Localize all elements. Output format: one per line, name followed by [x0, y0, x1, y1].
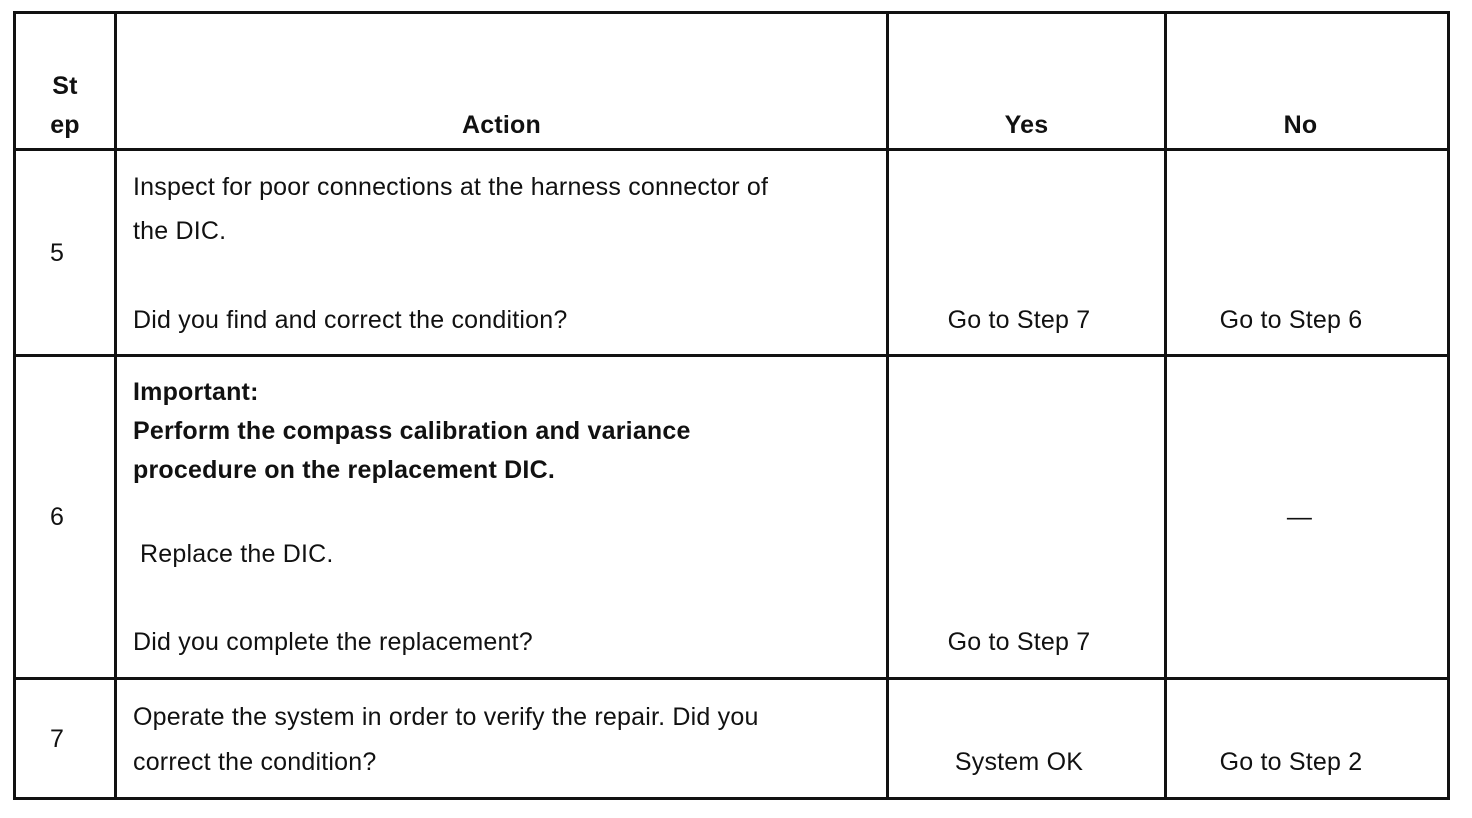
yes-result: System OK: [954, 748, 1084, 776]
row-divider: [13, 677, 1450, 680]
action-text: Operate the system in order to verify the repair. Did you: [133, 703, 759, 731]
no-result: Go to Step 6: [1219, 306, 1363, 334]
step-number: 6: [49, 503, 65, 531]
header-no: No: [1283, 111, 1318, 139]
step-number: 5: [49, 239, 65, 267]
header-step-line2: ep: [50, 111, 80, 139]
important-note: Perform the compass calibration and variance: [133, 417, 691, 445]
header-step-line1: St: [52, 72, 78, 100]
action-text: Replace the DIC.: [140, 540, 334, 568]
yes-result: Go to Step 7: [947, 628, 1091, 656]
yes-result: Go to Step 7: [947, 306, 1091, 334]
row-divider: [13, 148, 1450, 151]
important-note: procedure on the replacement DIC.: [133, 456, 555, 484]
row-divider: [13, 354, 1450, 357]
header-action: Action: [462, 111, 541, 139]
action-text: correct the condition?: [133, 748, 377, 776]
action-question: Did you complete the replacement?: [133, 628, 533, 656]
no-result: Go to Step 2: [1219, 748, 1363, 776]
important-label: Important:: [133, 378, 259, 406]
no-result-dash: —: [1286, 503, 1313, 531]
action-question: Did you find and correct the condition?: [133, 306, 568, 334]
action-text: the DIC.: [133, 217, 227, 245]
step-number: 7: [49, 725, 65, 753]
header-yes: Yes: [1004, 111, 1049, 139]
action-text: Inspect for poor connections at the harness connector of: [133, 173, 769, 201]
